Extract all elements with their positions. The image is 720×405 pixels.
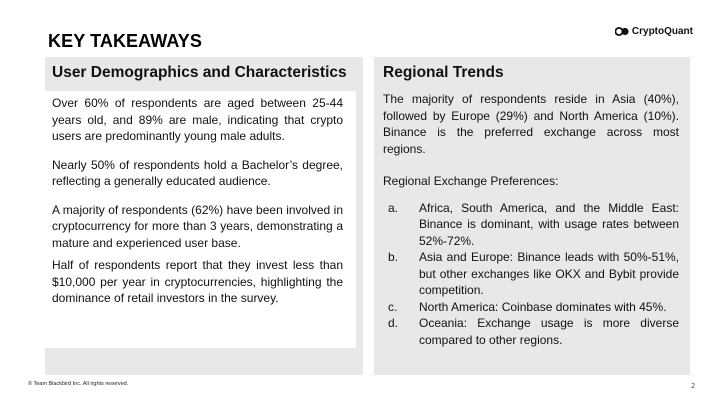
- demographics-heading: User Demographics and Characteristics: [52, 64, 347, 81]
- list-marker: c.: [388, 299, 398, 314]
- list-item: [383, 249, 679, 299]
- regional-trends-body: [383, 91, 679, 348]
- demographics-paragraph: Half of respondents report that they invest less than $10,000 per year in cryptocurrencies, highlighting the dominance of retail investors in the survey.: [52, 258, 343, 305]
- copyright-footer: © Team Blackbird Inc. All rights reserved.: [28, 381, 129, 387]
- page-number: 2: [691, 383, 695, 390]
- demographics-paragraph: A majority of respondents (62%) have been involved in cryptocurrency for more than 3 years, demonstrating a mature and experienced user base.: [52, 202, 343, 250]
- demographics-body: [45, 91, 356, 348]
- list-item-text: Asia and Europe: Binance leads with 50%-51%, but other exchanges like OKX and Bybit provide competition.: [419, 250, 679, 297]
- list-item: [383, 299, 679, 316]
- regional-intro: The majority of respondents reside in Asia (40%), followed by Europe (29%) and North America (10%). Binance is the preferred exchange across most regions.: [383, 92, 679, 156]
- exchange-preferences-list: [383, 200, 679, 349]
- list-marker: d.: [388, 316, 399, 330]
- demographics-paragraph: Nearly 50% of respondents hold a Bachelor’s degree, reflecting a generally educated audience.: [52, 157, 343, 188]
- list-item-text: North America: Coinbase dominates with 45%.: [419, 299, 667, 314]
- regional-trends-heading: Regional Trends: [383, 64, 504, 81]
- list-marker: a.: [388, 200, 399, 215]
- regional-trends-panel: [374, 57, 690, 375]
- list-marker: b.: [388, 250, 399, 264]
- demographics-panel: [45, 57, 363, 375]
- demographics-paragraph: Over 60% of respondents are aged between 25-44 years old, and 89% are male, indicating that crypto users are predominantly young male adults.: [52, 96, 343, 143]
- list-item-text: Africa, South America, and the Middle East: Binance is dominant, with usage rates between 52%-72%.: [419, 200, 679, 248]
- list-item-text: Oceania: Exchange usage is more diverse compared to other regions.: [419, 316, 679, 347]
- brand-logo: [615, 26, 693, 37]
- exchange-preferences-label: Regional Exchange Preferences:: [383, 174, 559, 188]
- list-item: [383, 315, 679, 348]
- list-item: [383, 200, 679, 250]
- brand-name: CryptoQuant: [631, 26, 693, 37]
- slide-title: KEY TAKEAWAYS: [48, 31, 203, 51]
- cryptoquant-logo-icon: [615, 27, 629, 36]
